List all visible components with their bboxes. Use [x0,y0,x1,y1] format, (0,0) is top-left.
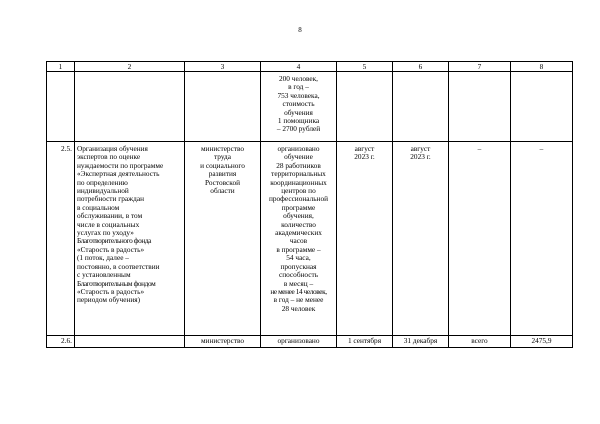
activity-line: Организация обучения [77,144,148,153]
result-line: 200 человек, [279,74,318,83]
result-line: 54 часа, [286,253,311,263]
result-line: программе [281,202,316,212]
cell-start-date [337,142,393,336]
activity-line: «Старость в радость» [77,286,145,296]
executor-line: труда [214,152,231,162]
result-line: пропускная [280,261,317,271]
column-number-5: 5 [337,62,393,72]
activity-line: обслуживании, в том [77,211,143,221]
result-line: 1 помощника [277,116,320,126]
plan-table [46,61,573,348]
activity-line: периодом обучения) [77,295,141,305]
activity-line: «Старость в радость» [77,244,145,254]
cell-end-date [393,142,449,336]
cell-funding-source [449,72,511,142]
result-line: академических [275,228,322,238]
result-line: центров по [281,186,316,196]
column-number-4: 4 [261,62,337,72]
result-line: – 2700 рублей [276,124,321,134]
activity-line: постоянно, в соответствии [77,261,160,271]
cell-result [261,142,337,336]
result-line: обучения [284,107,313,117]
result-line: часов [289,236,308,246]
result-line: 753 человека, [277,90,320,100]
result-line: обучения, [283,211,314,221]
cell-executor: министерство [185,336,261,348]
activity-line: нуждаемости по программе [77,160,164,170]
table-row-2-6 [47,336,573,348]
end-date-line: август [410,144,431,153]
activity-line: в социальном [77,202,120,212]
column-number-1: 1 [47,62,75,72]
cell-activity [75,142,185,336]
start-date-line: 2023 г. [354,152,375,162]
result-line: в программе – [276,244,321,254]
result-line: 28 человек [281,303,316,313]
column-number-3: 3 [185,62,261,72]
cell-executor [185,142,261,336]
column-number-8: 8 [511,62,573,72]
cell-result [261,72,337,142]
cell-number: 2.6. [47,336,75,348]
executor-line: развития [208,169,237,179]
result-line: в год – [288,82,309,92]
cell-number: 2.5. [47,142,75,336]
activity-line: потребности граждан [77,194,145,204]
activity-line: числе в социальных [77,219,140,229]
page-number: 8 [298,26,302,34]
result-line: обучение [284,152,313,162]
end-date-line: 2023 г. [410,152,431,162]
activity-line: с установленным [77,270,131,280]
cell-start-date [337,72,393,142]
cell-funding-source: всего [449,336,511,348]
start-date-line: август [354,144,375,153]
result-line: координационных [270,177,327,187]
result-line: не менее 14 человек, [270,286,327,296]
activity-line: Благотворительного фонда [77,236,151,246]
cell-amount: – [511,142,573,336]
cell-executor [185,72,261,142]
result-line: 28 работников [276,160,321,170]
cell-amount: 2475,9 [511,336,573,348]
executor-line: Ростовской [204,177,241,187]
activity-line: экспертов по оценке [77,152,141,162]
activity-line: (1 поток, далее – [77,253,129,263]
cell-activity [75,336,185,348]
column-number-6: 6 [393,62,449,72]
cell-result: организовано [261,336,337,348]
result-line: количество [281,219,316,229]
table-row-2-5 [47,142,573,336]
activity-line: «Экспертная деятельность [77,169,160,179]
cell-amount [511,72,573,142]
activity-line: индивидуальной [77,186,129,196]
cell-start-date: 1 сентября [337,336,393,348]
result-line: в год – не менее [273,295,324,305]
result-line: стоимость [282,99,315,109]
activity-line: по определению [77,177,128,187]
result-line: профессиональной [268,194,329,204]
cell-end-date [393,72,449,142]
result-line: территориальных [271,169,326,179]
activity-line: Благотворительным фондом [77,278,156,288]
result-line: организовано [277,144,320,153]
cell-activity [75,72,185,142]
cell-end-date: 31 декабря [393,336,449,348]
table-header-row [47,62,573,72]
column-number-7: 7 [449,62,511,72]
result-line: способность [278,270,319,280]
executor-line: министерство [200,144,245,153]
activity-line: услугах по уходу» [77,228,134,238]
executor-line: области [210,186,235,196]
column-number-2: 2 [75,62,185,72]
cell-number [47,72,75,142]
table-row-continued [47,72,573,142]
result-line: в месяц – [283,278,314,288]
cell-funding-source: – [449,142,511,336]
executor-line: и социального [200,160,245,170]
